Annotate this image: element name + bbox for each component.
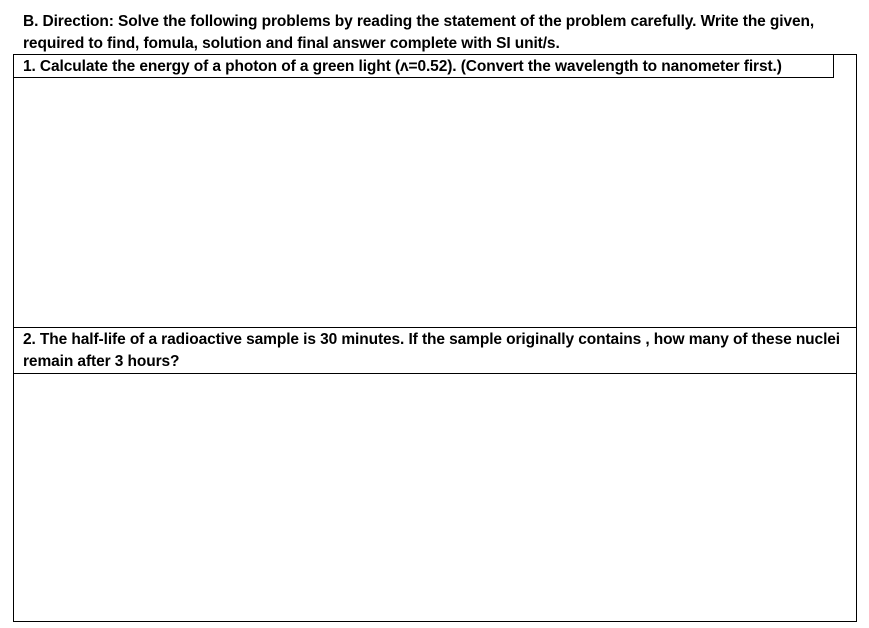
question-2-header [14, 327, 856, 374]
question-1-header [14, 55, 834, 78]
question-2-answer-area[interactable] [14, 374, 856, 621]
question-2-text: 2. The half-life of a radioactive sample is 30 minutes. If the sample originally contains , how many of these nuclei remain after 3 hours? [23, 331, 841, 370]
directions-text: B. Direction: Solve the following problems by reading the statement of the problem carefully. Write the given, required to find, fomula, solution and final answer complete with SI unit/s. [23, 13, 815, 52]
question-1-text: 1. Calculate the energy of a photon of a green light (ʌ=0.52). (Convert the wavelength to nanometer first.) [23, 58, 782, 75]
answer-sheet-table [13, 54, 857, 622]
question-1-answer-area[interactable] [14, 78, 856, 327]
